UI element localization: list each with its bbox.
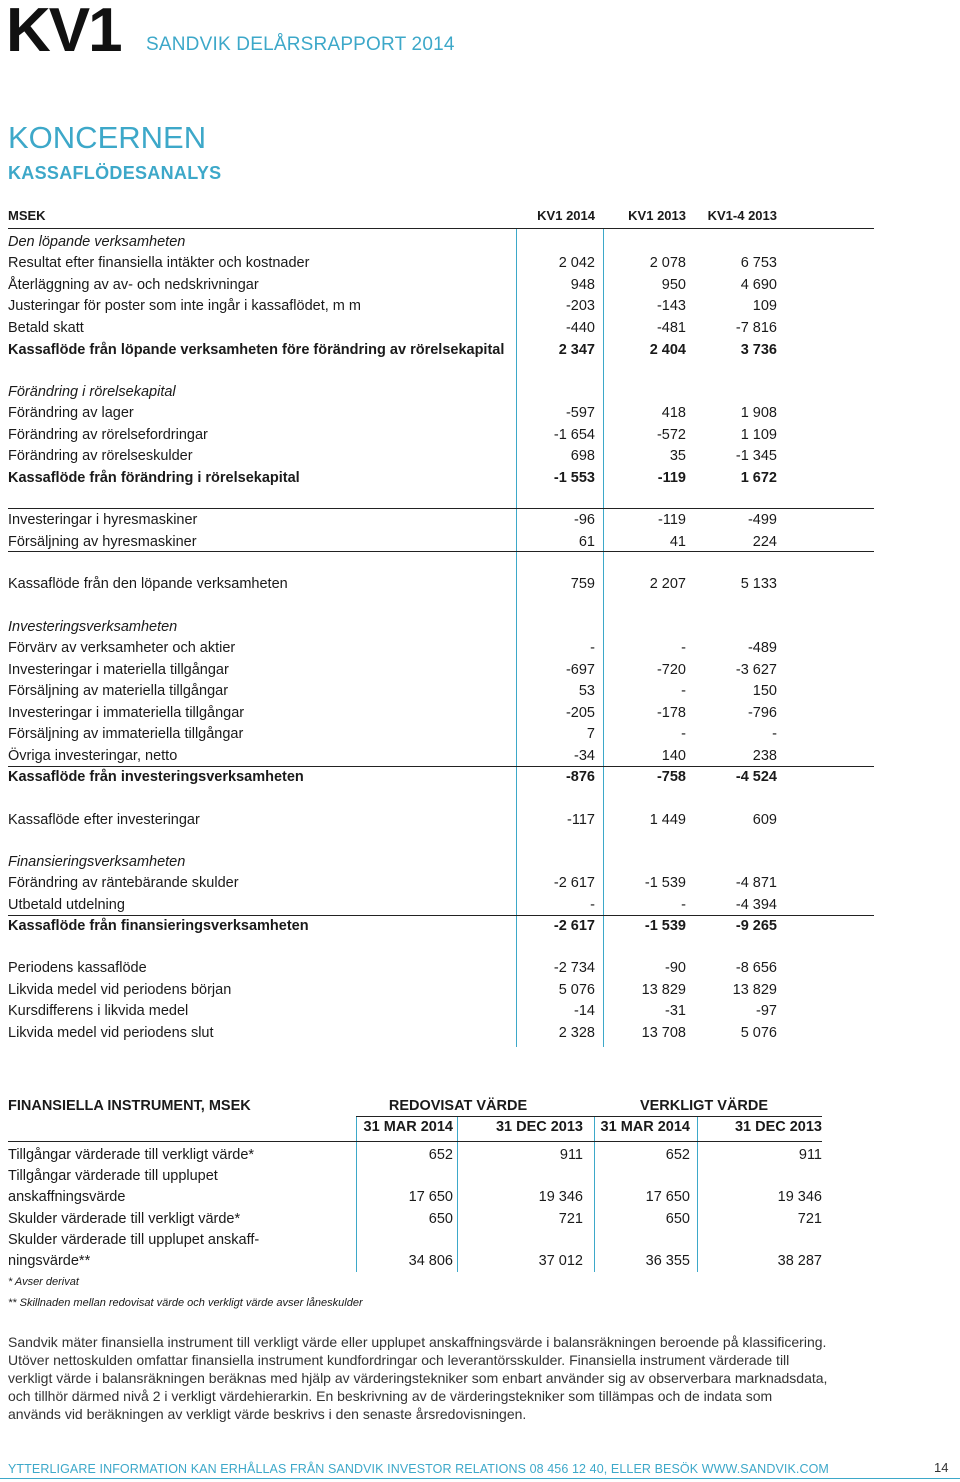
footer-rule (0, 1478, 960, 1479)
row-value: -489 (747, 640, 777, 656)
row-label: Finansieringsverksamheten (8, 854, 186, 870)
row-value: 721 (558, 1211, 583, 1227)
row-value: 53 (578, 683, 595, 699)
row-value: 17 650 (408, 1189, 453, 1205)
row-value: -4 871 (735, 875, 777, 891)
row-label: Kursdifferens i likvida medel (8, 1003, 189, 1019)
footer-text: YTTERLIGARE INFORMATION KAN ERHÅLLAS FRÅN SANDVIK INVESTOR RELATIONS 08 456 12 40, ELLER BESÖK WWW.SANDVIK.COM (8, 1462, 829, 1476)
column-header: KV1-4 2013 (707, 208, 777, 223)
row-rule (8, 915, 874, 916)
table-row (0, 638, 960, 659)
row-value: -119 (657, 470, 686, 486)
row-label: Betald skatt (8, 320, 84, 336)
row-label: Kassaflöde från förändring i rörelsekapital (8, 470, 300, 486)
table-row (0, 873, 960, 894)
report-title: SANDVIK DELÅRSRAPPORT 2014 (146, 34, 455, 55)
fi-column-header: 31 DEC 2013 (734, 1119, 822, 1135)
table-row (0, 895, 960, 916)
row-label: Investeringar i immateriella tillgångar (8, 705, 245, 721)
row-value: 6 753 (740, 255, 777, 271)
row-label: Förändring av rörelseskulder (8, 448, 193, 464)
row-label: Tillgångar värderade till upplupet (8, 1168, 218, 1184)
row-value: 13 708 (641, 1025, 686, 1041)
row-value: - (772, 726, 777, 742)
row-label: Skulder värderade till verkligt värde* (8, 1211, 241, 1227)
table-row (0, 617, 960, 638)
row-value: -90 (665, 960, 686, 976)
row-label: Förändring av rörelsefordringar (8, 427, 208, 443)
row-value: -2 617 (553, 918, 595, 934)
row-value: 34 806 (408, 1253, 453, 1269)
row-value: -96 (574, 512, 595, 528)
row-value: 13 829 (641, 982, 686, 998)
row-label: Investeringar i materiella tillgångar (8, 662, 229, 678)
table-row (0, 468, 960, 489)
row-value: 698 (570, 448, 595, 464)
row-label: Återläggning av av- och nedskrivningar (8, 277, 259, 293)
header-rule (8, 228, 874, 229)
section-title: KONCERNEN (8, 120, 207, 155)
row-value: -117 (567, 812, 595, 828)
row-label: Förändring av räntebärande skulder (8, 875, 239, 891)
row-value: 3 736 (740, 342, 777, 358)
row-value: 238 (752, 748, 777, 764)
table-row (0, 852, 960, 873)
row-value: 1 672 (740, 470, 777, 486)
row-label: Likvida medel vid periodens slut (8, 1025, 214, 1041)
row-label: Likvida medel vid periodens början (8, 982, 232, 998)
table-row (0, 916, 960, 937)
row-value: -2 617 (553, 875, 595, 891)
table-row (0, 767, 960, 788)
row-value: 61 (578, 534, 595, 550)
table-row (0, 253, 960, 274)
row-value: -34 (574, 748, 595, 764)
row-value: -7 816 (735, 320, 777, 336)
row-value: -8 656 (735, 960, 777, 976)
row-label: Försäljning av hyresmaskiner (8, 534, 197, 550)
fi-column-header: 31 MAR 2014 (600, 1119, 690, 1135)
row-value: 38 287 (777, 1253, 822, 1269)
table-row (0, 510, 960, 531)
table-row (0, 382, 960, 403)
row-value: 650 (665, 1211, 690, 1227)
column-header: KV1 2014 (537, 208, 595, 223)
table-row (0, 681, 960, 702)
row-value: 2 207 (649, 576, 686, 592)
row-label: Försäljning av immateriella tillgångar (8, 726, 244, 742)
row-label: Den löpande verksamheten (8, 234, 186, 250)
table-row (0, 532, 960, 553)
table-row (0, 574, 960, 595)
row-value: -697 (565, 662, 595, 678)
row-value: -758 (656, 769, 686, 785)
row-value: 2 042 (558, 255, 595, 271)
row-value: 1 109 (740, 427, 777, 443)
row-value: - (590, 897, 595, 913)
row-value: -720 (656, 662, 686, 678)
row-value: -876 (565, 769, 595, 785)
row-label: Förändring i rörelsekapital (8, 384, 176, 400)
row-value: -1 654 (553, 427, 595, 443)
row-value: -1 539 (644, 875, 686, 891)
fi-header-rule (8, 1141, 822, 1142)
footnote: * Avser derivat (8, 1276, 79, 1288)
table-row (0, 318, 960, 339)
row-label: Justeringar för poster som inte ingår i kassaflödet, m m (8, 298, 361, 314)
table-row (0, 296, 960, 317)
column-header: KV1 2013 (628, 208, 686, 223)
row-label: Investeringsverksamheten (8, 619, 178, 635)
row-value: 418 (661, 405, 686, 421)
fi-group-header: REDOVISAT VÄRDE (388, 1098, 528, 1114)
logo: KV1 (6, 0, 121, 65)
table-row (0, 1023, 960, 1044)
row-value: 5 076 (740, 1025, 777, 1041)
row-value: 35 (669, 448, 686, 464)
row-value: 1 449 (649, 812, 686, 828)
row-value: 2 347 (558, 342, 595, 358)
row-label: Kassaflöde från investeringsverksamheten (8, 769, 304, 785)
row-value: 652 (665, 1147, 690, 1163)
row-label: Förändring av lager (8, 405, 134, 421)
table-row (0, 446, 960, 467)
row-value: - (681, 726, 686, 742)
row-label: Kassaflöde från löpande verksamheten före förändring av rörelsekapital (8, 342, 505, 358)
row-value: 2 404 (649, 342, 686, 358)
row-value: 4 690 (740, 277, 777, 293)
row-value: 19 346 (777, 1189, 822, 1205)
row-label: Periodens kassaflöde (8, 960, 147, 976)
row-value: -3 627 (735, 662, 777, 678)
row-value: -572 (656, 427, 686, 443)
table-row (0, 703, 960, 724)
table-row (0, 958, 960, 979)
fi-column-header: 31 DEC 2013 (495, 1119, 583, 1135)
row-value: -9 265 (735, 918, 777, 934)
row-value: 950 (661, 277, 686, 293)
row-label: Resultat efter finansiella intäkter och kostnader (8, 255, 310, 271)
row-value: 150 (752, 683, 777, 699)
row-value: 17 650 (645, 1189, 690, 1205)
row-value: 19 346 (538, 1189, 583, 1205)
page-number: 14 (934, 1460, 949, 1475)
row-value: 140 (661, 748, 686, 764)
row-value: -143 (656, 298, 686, 314)
table-row (0, 403, 960, 424)
row-value: -178 (656, 705, 686, 721)
row-value: -205 (565, 705, 595, 721)
row-value: -31 (665, 1003, 686, 1019)
row-value: 5 133 (740, 576, 777, 592)
row-value: -2 734 (553, 960, 595, 976)
row-value: 650 (428, 1211, 453, 1227)
row-value: 609 (752, 812, 777, 828)
row-value: 1 908 (740, 405, 777, 421)
row-value: -4 394 (735, 897, 777, 913)
row-label: Tillgångar värderade till verkligt värde* (8, 1147, 255, 1163)
row-label-continued: anskaffningsvärde (8, 1189, 126, 1205)
row-value: 652 (428, 1147, 453, 1163)
row-value: -203 (565, 298, 595, 314)
row-rule (8, 508, 874, 509)
row-value: 224 (752, 534, 777, 550)
section-subtitle: KASSAFLÖDESANALYS (8, 163, 222, 183)
fi-group-header: VERKLIGT VÄRDE (639, 1098, 769, 1114)
row-value: - (681, 897, 686, 913)
row-value: 37 012 (538, 1253, 583, 1269)
row-value: 13 829 (732, 982, 777, 998)
row-label: Övriga investeringar, netto (8, 748, 178, 764)
row-label: Kassaflöde från finansieringsverksamheten (8, 918, 309, 934)
row-value: 2 328 (558, 1025, 595, 1041)
explanatory-paragraph: Sandvik mäter finansiella instrument till verkligt värde eller upplupet anskaffningsvärde i balansräkningen beroende på klassificering. Utöver nettoskulden omfattar finansiella instrument kundfordringar och leverantörsskulder. Finansiella instrument värderade till verkligt värde i balansräkningen beräknas med hjälp av värderingstekniker som enbart använder sig av observerbara marknadsdata, och tillhör därmed nivå 2 i verkligt värdehierarkin. En beskrivning av de värderingstekniker som tillämpas och de indata som används vid beräkningen av verkligt värde beskrivs i den senaste årsredovisningen. (8, 1334, 828, 1422)
row-value: -597 (565, 405, 595, 421)
table-row (0, 746, 960, 767)
row-value: 911 (559, 1147, 583, 1163)
table-row (0, 340, 960, 361)
row-value: -97 (756, 1003, 777, 1019)
footnote: ** Skillnaden mellan redovisat värde och verkligt värde avser låneskulder (8, 1297, 363, 1309)
row-value: 911 (798, 1147, 822, 1163)
row-value: 109 (752, 298, 777, 314)
row-value: 2 078 (649, 255, 686, 271)
row-value: -14 (574, 1003, 595, 1019)
table-row (0, 275, 960, 296)
row-label: Investeringar i hyresmaskiner (8, 512, 198, 528)
row-label: Kassaflöde från den löpande verksamheten (8, 576, 288, 592)
row-value: 7 (586, 726, 595, 742)
table-row (0, 810, 960, 831)
row-value: -119 (658, 512, 686, 528)
row-value: -1 345 (735, 448, 777, 464)
row-value: -499 (747, 512, 777, 528)
row-label: Förvärv av verksamheter och aktier (8, 640, 236, 656)
row-value: 41 (669, 534, 686, 550)
row-value: -4 524 (735, 769, 777, 785)
table-row (0, 724, 960, 745)
table-row (0, 980, 960, 1001)
row-value: -796 (747, 705, 777, 721)
row-label-continued: ningsvärde** (8, 1253, 91, 1269)
row-value: -1 553 (553, 470, 595, 486)
row-value: - (681, 640, 686, 656)
row-value: 5 076 (558, 982, 595, 998)
row-value: 759 (570, 576, 595, 592)
row-label: Kassaflöde efter investeringar (8, 812, 200, 828)
row-label: Skulder värderade till upplupet anskaff- (8, 1232, 260, 1248)
table-row (0, 660, 960, 681)
fi-title: FINANSIELLA INSTRUMENT, MSEK (8, 1098, 251, 1114)
row-value: 721 (797, 1211, 822, 1227)
table-row (0, 425, 960, 446)
row-value: - (681, 683, 686, 699)
table-row (0, 232, 960, 253)
unit-header: MSEK (8, 208, 46, 223)
row-rule (8, 551, 874, 552)
row-rule (8, 766, 874, 767)
row-label: Försäljning av materiella tillgångar (8, 683, 229, 699)
row-value: -440 (565, 320, 595, 336)
fi-header-rule (356, 1116, 822, 1117)
row-value: 948 (570, 277, 595, 293)
fi-column-header: 31 MAR 2014 (363, 1119, 453, 1135)
row-value: - (590, 640, 595, 656)
row-value: -1 539 (644, 918, 686, 934)
table-row (0, 1001, 960, 1022)
row-value: -481 (656, 320, 686, 336)
row-value: 36 355 (645, 1253, 690, 1269)
row-label: Utbetald utdelning (8, 897, 125, 913)
